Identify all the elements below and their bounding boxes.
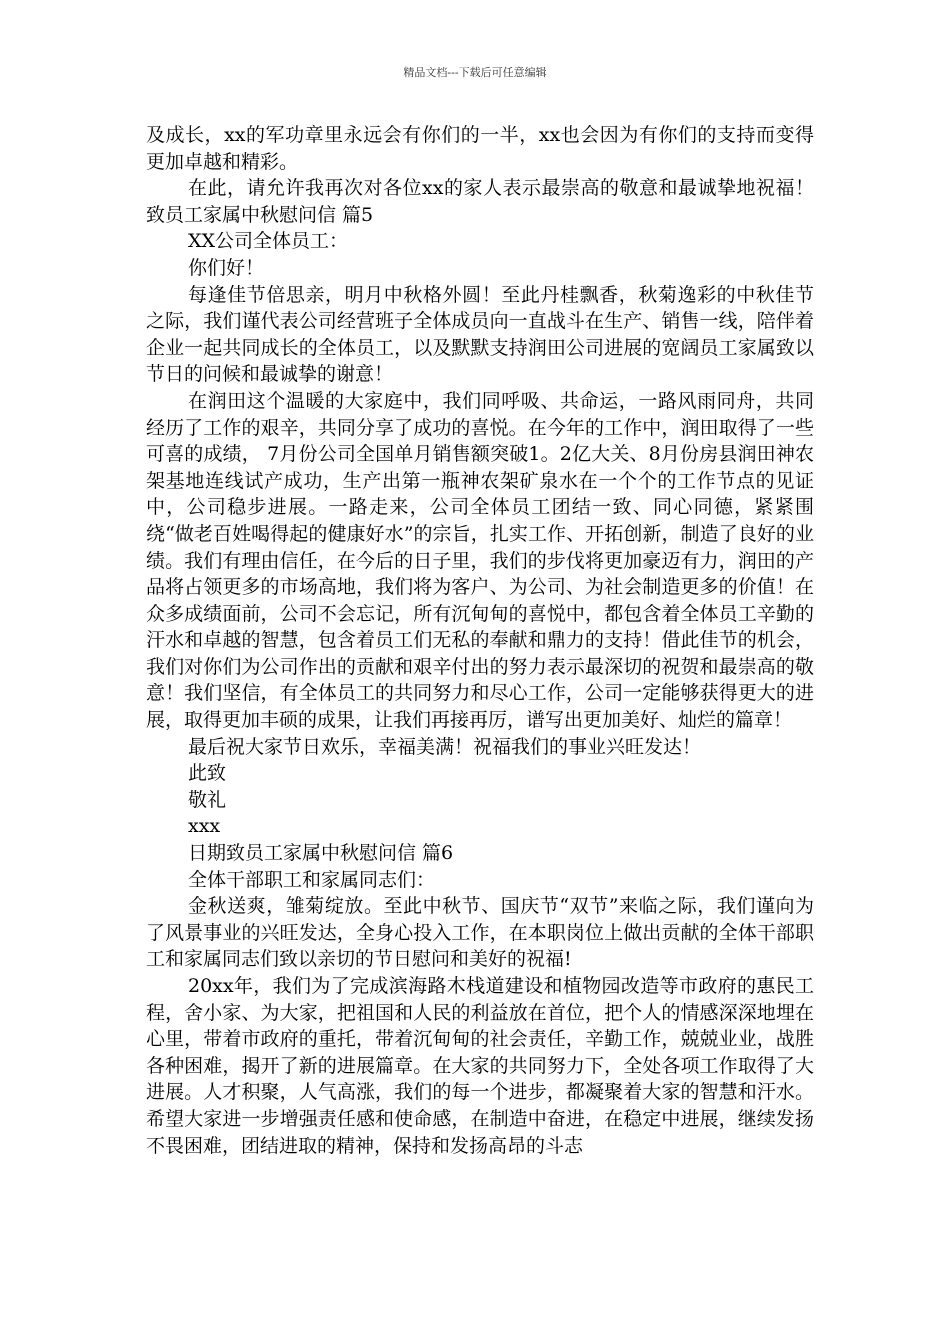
paragraph: 每逢佳节倍思亲，明月中秋格外圆！至此丹桂飘香，秋菊逸彩的中秋佳节之际，我们谨代表公司经营班子全体成员向一直战斗在生产、销售一线，陪伴着企业一起共同成长的全体员工，以及默默支持润田公司进展的宽阔员工家属致以节日的问候和最诚挚的谢意！ xyxy=(146,283,814,386)
salutation: 全体干部职工和家属同志们： xyxy=(188,868,436,891)
document-body xyxy=(146,122,814,1159)
greeting: 你们好！ xyxy=(188,256,265,279)
closing-line: 此致 xyxy=(188,762,227,785)
paragraph: 20xx年，我们为了完成滨海路木栈道建设和植物园改造等市政府的惠民工程，舍小家、为大家，把祖国和人民的利益放在首位，把个人的情感深深地埋在心里，带着市政府的重托，带着沉甸甸的社会责任，辛勤工作，兢兢业业，战胜各种困难，揭开了新的进展篇章。在大家的共同努力下，全处各项工作取得了大进展。人才积聚，人气高涨，我们的每一个进步，都凝聚着大家的智慧和汗水。希望大家进一步增强责任感和使命感，在制造中奋进，在稳定中进展，继续发扬不畏困难，团结进取的精神，保持和发扬高昂的斗志 xyxy=(146,975,814,1157)
date-heading: 日期致员工家属中秋慰问信 篇6 xyxy=(188,842,454,865)
signature: xxx xyxy=(188,815,221,838)
paragraph: 金秋送爽，雏菊绽放。至此中秋节、国庆节“双节”来临之际，我们谨向为了风景事业的兴旺发达，全身心投入工作，在本职岗位上做出贡献的全体干部职工和家属同志们致以亲切的节日慰问和美好的祝福! xyxy=(146,895,814,971)
salutation: XX公司全体员工： xyxy=(188,230,349,253)
paragraph: 最后祝大家节日欢乐，幸福美满！祝福我们的事业兴旺发达！ xyxy=(188,735,702,758)
paragraph: 及成长，xx的军功章里永远会有你们的一半，xx也会因为有你们的支持而变得更加卓越和精彩。 xyxy=(146,124,814,173)
page-header: 精品文档---下载后可任意编辑 xyxy=(403,66,547,79)
closing-line: 敬礼 xyxy=(188,788,227,811)
paragraph: 在此，请允许我再次对各位xx的家人表示最崇高的敬意和最诚挚地祝福！致员工家属中秋慰问信 篇5 xyxy=(146,177,814,226)
paragraph: 在润田这个温暖的大家庭中，我们同呼吸、共命运，一路风雨同舟，共同经历了工作的艰辛，共同分享了成功的喜悦。在今年的工作中，润田取得了一些可喜的成绩， 7月份公司全国单月销售额突破1。2亿大关、8月份房县润田神农架基地连线试产成功，生产出第一瓶神农架矿泉水在一个个的工作节点的见证中，公司稳步进展。一路走来，公司全体员工团结一致、同心同德，紧紧围绕“做老百姓喝得起的健康好水”的宗旨，扎实工作、开拓创新，制造了良好的业绩。我们有理由信任，在今后的日子里，我们的步伐将更加豪迈有力，润田的产品将占领更多的市场高地，我们将为客户、为公司、为社会制造更多的价值！在众多成绩面前，公司不会忘记，所有沉甸甸的喜悦中，都包含着全体员工辛勤的汗水和卓越的智慧，包含着员工们无私的奉献和鼎力的支持！借此佳节的机会，我们对你们为公司作出的贡献和艰辛付出的努力表示最深切的祝贺和最崇高的敬意！我们坚信，有全体员工的共同努力和尽心工作，公司一定能够获得更大的进展，取得更加丰硕的成果，让我们再接再厉，谱写出更加美好、灿烂的篇章！ xyxy=(146,389,814,732)
